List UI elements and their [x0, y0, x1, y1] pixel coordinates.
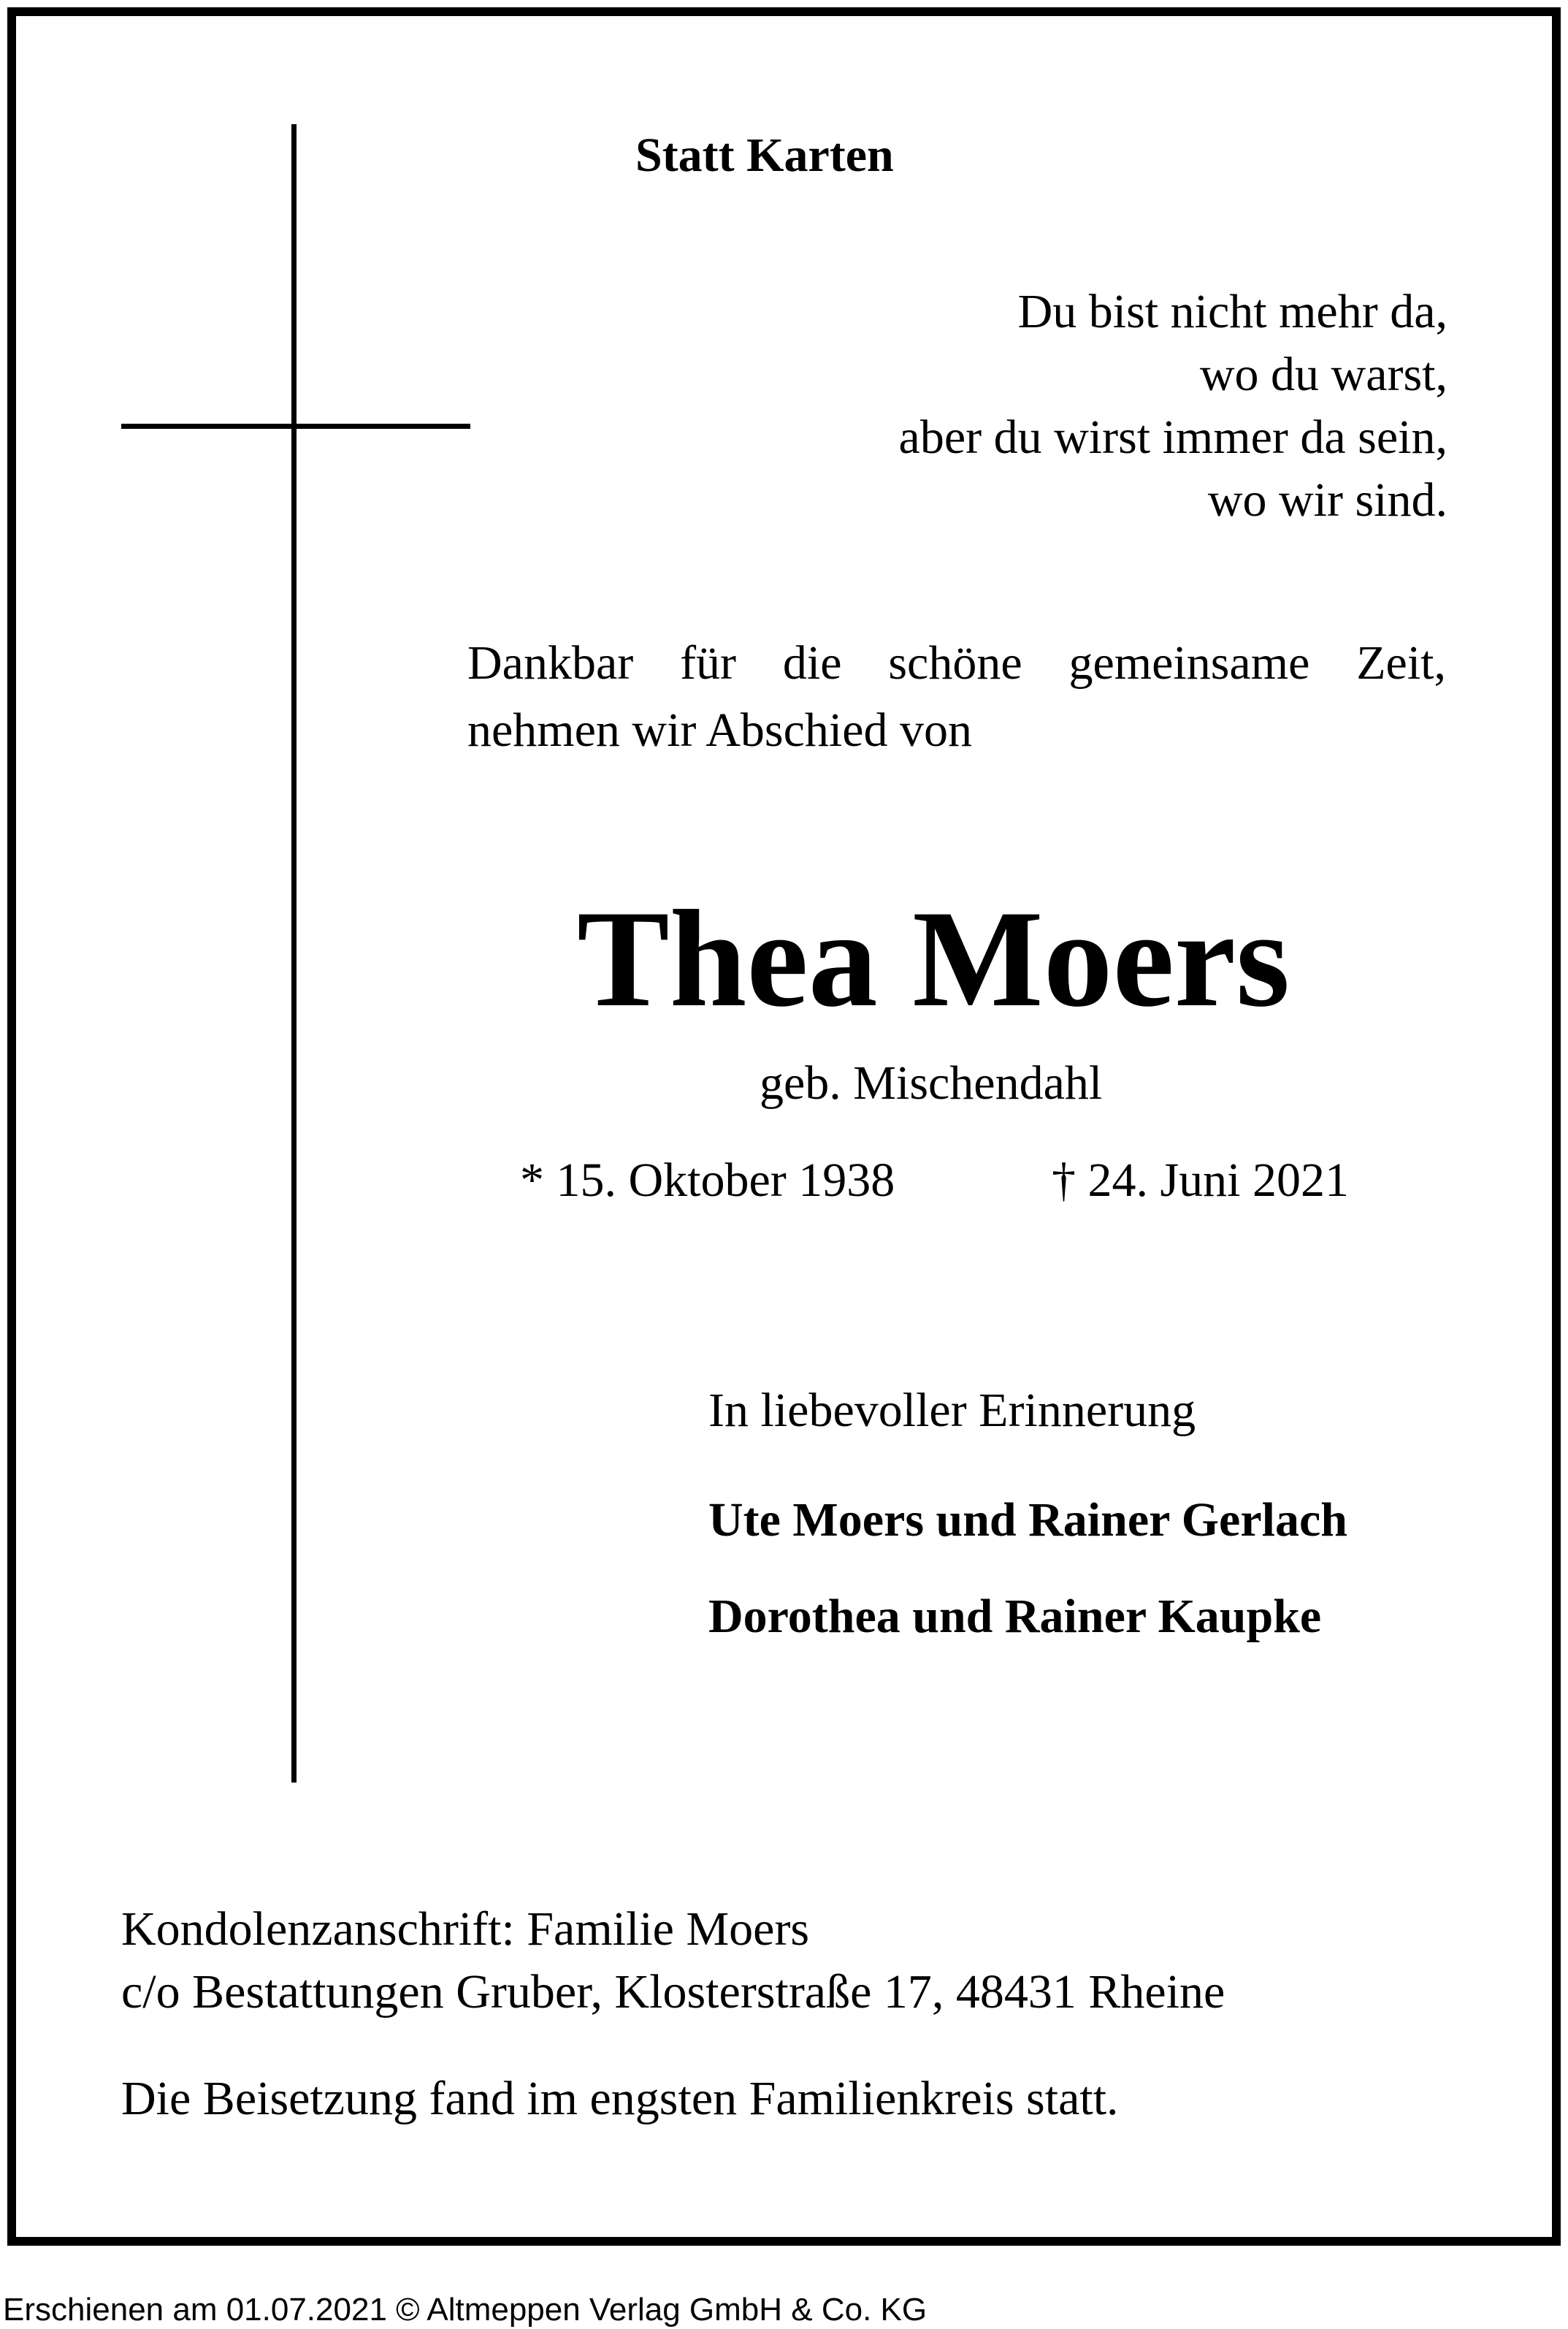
- poem: [899, 281, 1447, 532]
- cross-icon-horizontal-bar: [121, 424, 470, 429]
- condolence-address-line: c/o Bestattungen Gruber, Klosterstraße 17, 48431 Rheine: [121, 1965, 1225, 2019]
- intro-text: [467, 630, 1446, 764]
- poem-line: wo du warst,: [1199, 348, 1447, 401]
- intro-line: nehmen wir Abschied von: [467, 704, 973, 757]
- memory-line: In liebevoller Erinnerung: [708, 1384, 1196, 1437]
- intro-line: Dankbar für die schöne gemeinsame Zeit,: [467, 636, 1446, 690]
- mourner-name: Dorothea und Rainer Kaupke: [708, 1590, 1322, 1643]
- header-statt-karten: Statt Karten: [635, 129, 894, 182]
- poem-line: Du bist nicht mehr da,: [1017, 285, 1447, 338]
- birth-date: * 15. Oktober 1938: [520, 1154, 895, 1207]
- poem-line: aber du wirst immer da sein,: [898, 411, 1447, 464]
- poem-line: wo wir sind.: [1207, 473, 1447, 527]
- condolence-address-line: Kondolenzanschrift: Familie Moers: [121, 1902, 810, 1956]
- deceased-name: Thea Moers: [577, 883, 1290, 1036]
- publication-footer: Erschienen am 01.07.2021 © Altmeppen Verlag GmbH & Co. KG: [3, 2292, 928, 2328]
- death-date: † 24. Juni 2021: [1052, 1154, 1350, 1207]
- burial-note: Die Beisetzung fand im engsten Familienkreis statt.: [121, 2072, 1119, 2125]
- maiden-name: geb. Mischendahl: [760, 1056, 1103, 1110]
- mourner-name: Ute Moers und Rainer Gerlach: [708, 1493, 1347, 1547]
- cross-icon-vertical-bar: [291, 124, 297, 1783]
